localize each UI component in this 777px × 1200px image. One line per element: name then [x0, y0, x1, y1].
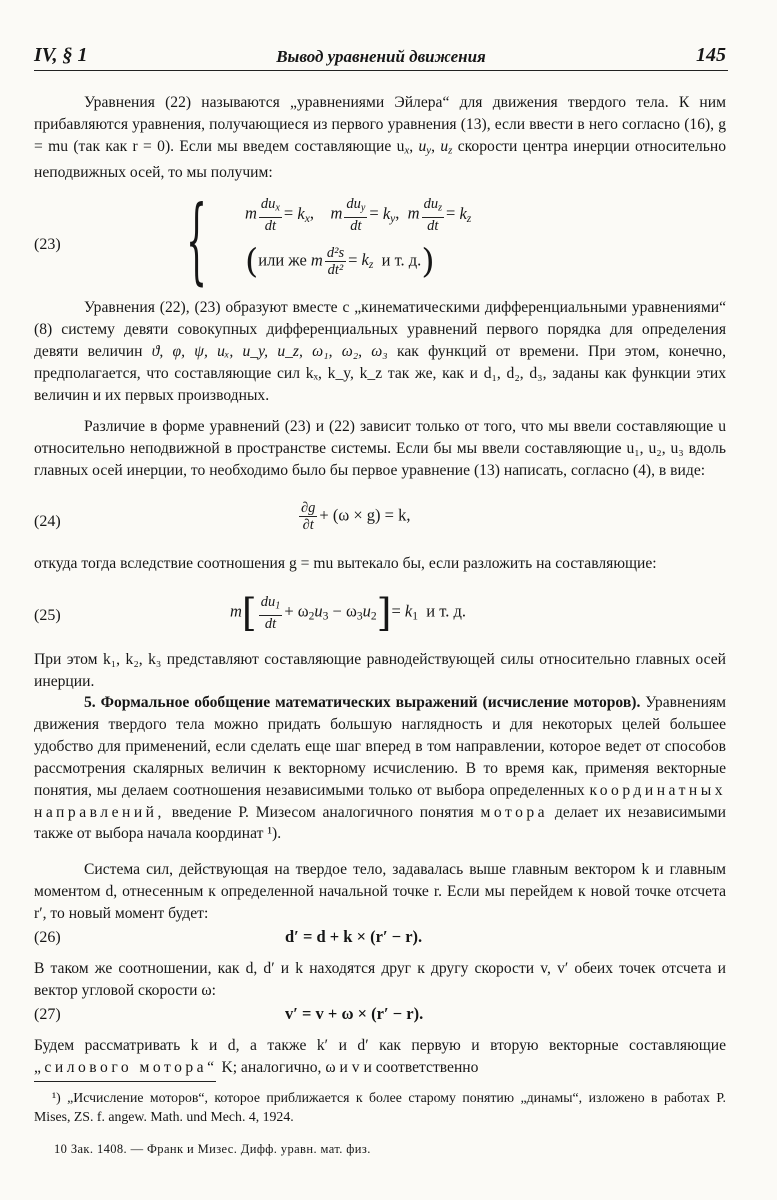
- equation-number: (26): [34, 929, 61, 946]
- equation-23-line2: (или же m $\frac{\text{d²s}}{\text{dt²}}$ = $k_z$ и т. д.): [245, 241, 435, 282]
- equation-23-line1: m $\frac{du_x}{dt}$ = $k_x$, m $\frac{du_y}{dt}$ = $k_y$, m $\frac{du_z}{dt}$ = $k_z$: [245, 196, 472, 234]
- chapter-title: Вывод уравнений движения: [276, 47, 486, 66]
- section-ref: IV, § 1: [34, 44, 88, 66]
- paragraph-kinematic: Уравнения (22), (23) образуют вместе с „кинематическими дифференциальными уравнениями“ (8) систему девяти совокупных дифференциальных уравнений первого порядка для определения девяти величин ϑ, φ, ψ, uₓ, u_y, u_z, ω₁, ω₂, ω₃ как функций от времени. При этом, конечно, предполагается, что составляющие сил kₓ, k_y, k_z так же, как и d₁, d₂, d₃, заданы как функции этих величин и их первых производных.: [34, 299, 726, 404]
- page-number: 145: [696, 44, 726, 66]
- footnote: ¹) „Исчисление моторов“, которое приближается к более старому понятию „динамы“, изложено в работах P. Mises, ZS. f. angew. Math. und Mech. 4, 1924.: [34, 1090, 726, 1124]
- paragraph-velocities: В таком же соотношении, как d, d′ и k находятся друг к другу скорости v, v′ обеих точек отсчета и вектор угловой скорости ω:: [34, 960, 726, 999]
- paragraph-euler: Уравнения (22) называются „уравнениями Эйлера“ для движения твердого тела. К ним прибавляются уравнения, получающиеся из первого уравнения (13), если ввести в него согласно (16), g = mu (так как r = 0). Если мы введем составляющие $u_x$, $u_y$, $u_z$ скорости центра инерции относительно неподвижных осей, то мы получим:: [34, 94, 726, 182]
- equation-24: $\frac{\partial g}{\partial t}$ + (ω × g) = k,: [301, 500, 411, 533]
- running-header: [34, 44, 728, 71]
- equation-number: (23): [34, 236, 61, 253]
- paragraph-force-system: Система сил, действующая на твердое тело, задавалась выше главным вектором k и главным моментом d, отнесенным к определенной начальной точке r. Если мы перейдем к новой точке отсчета r′, то новый момент будет:: [34, 861, 726, 922]
- paragraph-principal-axes: При этом k₁, k₂, k₃ представляют составляющие равнодействующей силы относительно главных осей инерции.: [34, 651, 726, 690]
- paragraph-motor-calculus: 5. Формальное обобщение математических выражений (исчисление моторов). Уравнениям движения твердого тела можно придать большую наглядность и для некоторых целей большее удобство для применений, если сделать еще шаг вперед в том направлении, которое ведет от способов рассмотрения скалярных величин к векторному исчислению. В то время как, применяя векторные понятия, мы делаем соотношения независимыми только от выбора определенных координатных направлений, введение Р. Мизесом аналогичного понятия мотора делает их независимыми также от выбора начала координат ¹).: [34, 694, 726, 843]
- equation-number: (27): [34, 1006, 61, 1023]
- equation-27: v′ = v + ω × (r′ − r).: [285, 1004, 424, 1023]
- equation-25: m[ $\frac{du_1}{dt}$ + $\omega_2u_3 - \omega_3u_2]= k_1$ и т. д.: [230, 590, 466, 635]
- paragraph-difference: Различие в форме уравнений (23) и (22) зависит только от того, что мы ввели составляющие u относительно неподвижной в пространстве системы. Если бы мы ввели составляющие u₁, u₂, u₃ вдоль главных осей инерции, то необходимо было бы первое уравнение (13) написать, согласно (4), в виде:: [34, 418, 726, 479]
- printer-imprint: 10 Зак. 1408. — Франк и Мизес. Дифф. уравн. мат. физ.: [54, 1142, 371, 1156]
- equation-26: d′ = d + k × (r′ − r).: [285, 927, 423, 946]
- paragraph-force-motor: Будем рассматривать k и d, а также k′ и d′ как первую и вторую векторные составляющие „силового мотора“ K; аналогично, ω и v и соответственно: [34, 1037, 726, 1076]
- paragraph-decompose: откуда тогда вследствие соотношения g = mu вытекало бы, если разложить на составляющие:: [34, 555, 657, 572]
- equation-number: (24): [34, 513, 61, 530]
- section-heading: 5. Формальное обобщение математических выражений (исчисление моторов).: [84, 694, 641, 711]
- equation-number: (25): [34, 607, 61, 624]
- footnote-divider: [34, 1081, 216, 1082]
- curly-brace: {: [186, 186, 207, 295]
